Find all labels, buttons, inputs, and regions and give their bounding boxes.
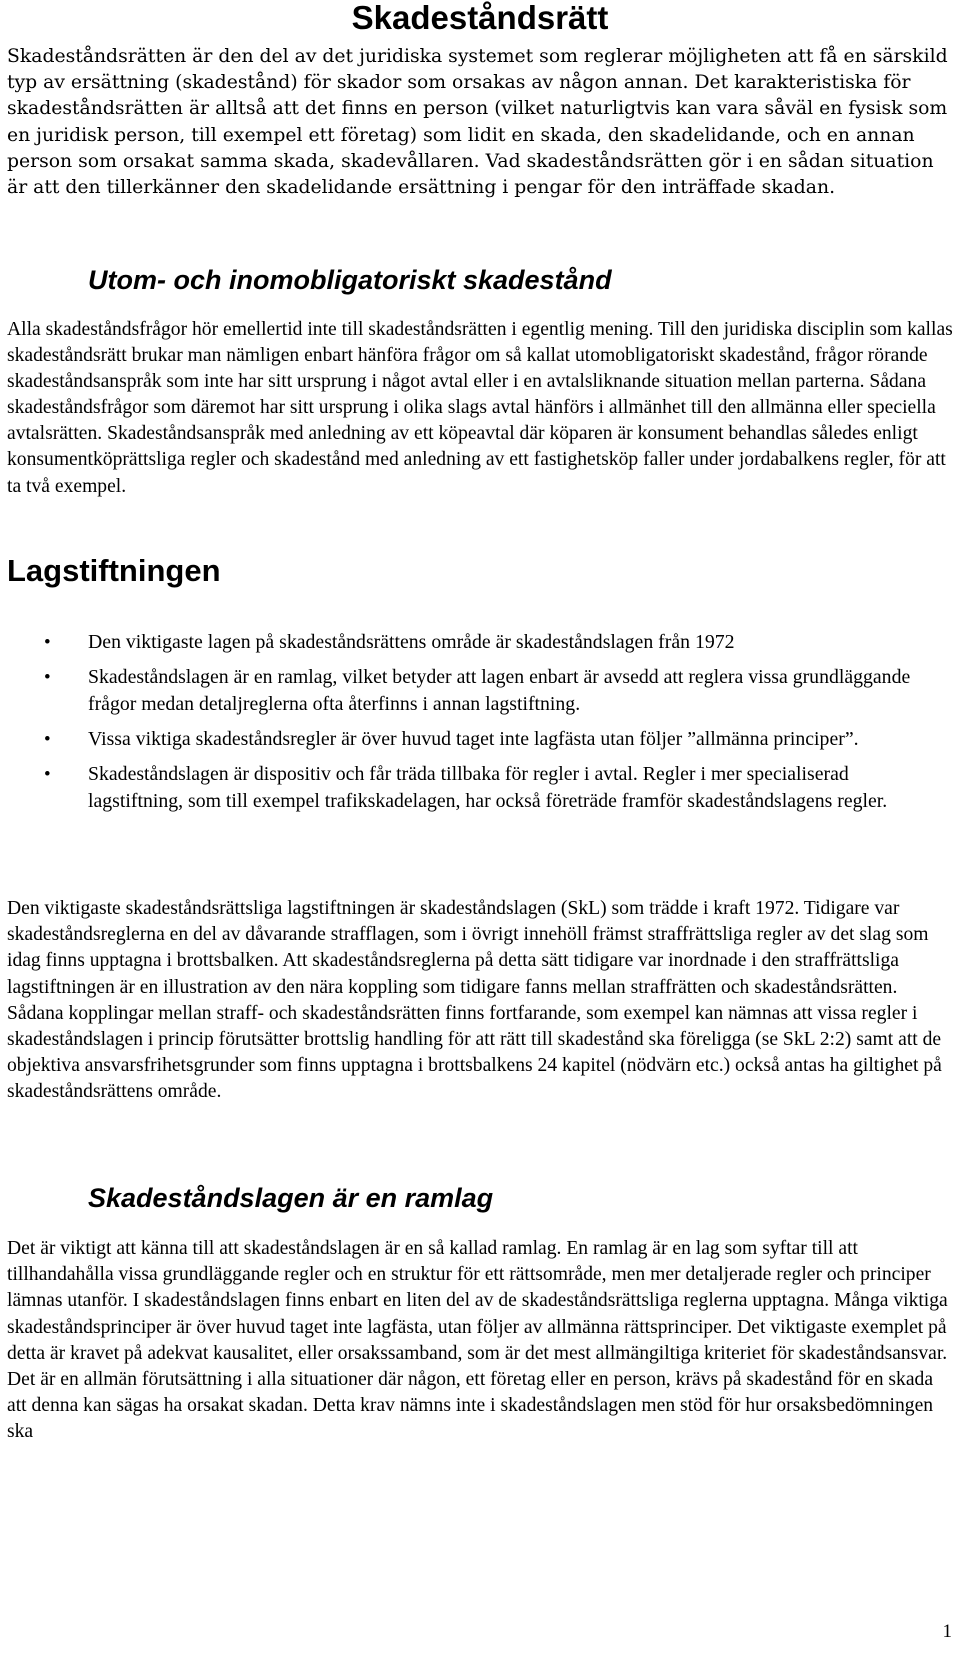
- list-item: [0, 629, 960, 656]
- page-number: 1: [942, 1621, 952, 1642]
- section-paragraph-lagstiftningen: Den viktigaste skadeståndsrättsliga lagstiftningen är skadeståndslagen (SkL) som trädde i kraft 1972. Tidigare var skadeståndsreglerna en del av dåvarande strafflagen, som i övrigt innehöll främst straffrättsliga regler av det slag som idag finns upptagna i brottsbalken. Att skadeståndsreglerna på detta sätt tidigare var inordnade i den straffrättsliga lagstiftningen är en illustration av den nära koppling som tidigare fanns mellan straffrätten och skadeståndsrätten. Sådana kopplingar mellan straff- och skadeståndsrätten finns fortfarande, som exempel kan nämnas att vissa regler i skadeståndslagen i princip förutsätter brottslig handling för att rätt till skadestånd ska föreligga (se SkL 2:2) samt att de objektiva ansvarsfrihetsgrunder som finns upptagna i brottsbalkens 24 kapitel (nödvärn etc.) också antas ha giltighet på skadeståndsrättens område.: [7, 898, 942, 1103]
- list-item: [0, 761, 960, 815]
- section-paragraph-ramlag: Det är viktigt att känna till att skadeståndslagen är en så kallad ramlag. En ramlag är en lag som syftar till att tillhandahålla vissa grundläggande regler och en struktur för ett rättsområde, men mer detaljerade regler och principer lämnas utanför. I skadeståndslagen finns enbart en liten del av de skadeståndsrättsliga reglerna upptagna. Många viktiga skadeståndsprinciper är över huvud taget inte lagfästa, utan följer av allmänna rättsprinciper. Det viktigaste exemplet på detta är kravet på adekvat kausalitet, eller orsakssamband, som är det mest allmängiltiga kriteriet för skadeståndsansvar. Det är en allmän förutsättning i alla situationer där någon, ett företag eller en person, krävs på skadestånd för en skada att denna kan sägas ha orsakat skadan. Detta krav nämns inte i skadeståndslagen men stöd för hur orsaksbedömningen ska: [7, 1238, 948, 1443]
- bullet-icon: •: [44, 729, 51, 750]
- bullet-list: [0, 629, 960, 823]
- bullet-icon: •: [44, 764, 51, 785]
- list-item-text: Skadeståndslagen är dispositiv och får träda tillbaka för regler i avtal. Regler i mer specialiserad lagstiftning, som till exempel trafikskadelagen, har också företräde framför skadeståndslagens regler.: [88, 763, 888, 812]
- list-item: [0, 664, 960, 718]
- intro-paragraph: Skadeståndsrätten är den del av det juridiska systemet som reglerar möjligheten att få en särskild typ av ersättning (skadestånd) för skador som orsakas av någon annan. Det karakteristiska för skadeståndsrätten är alltså att det finns en person (vilket naturligtvis kan vara såväl en fysisk som en juridisk person, till exempel ett företag) som lidit en skada, den skadelidande, och en annan person som orsakat samma skada, skadevållaren. Vad skadeståndsrätten gör i en sådan situation är att den tillerkänner den skadelidande ersättning i pengar för den inträffade skadan.: [7, 46, 948, 199]
- bullet-icon: •: [44, 632, 51, 653]
- section-heading-ramlag: Skadeståndslagen är en ramlag: [88, 1183, 494, 1213]
- section-paragraph-utom-inomobligatoriskt: Alla skadeståndsfrågor hör emellertid inte till skadeståndsrätten i egentlig mening. Till den juridiska disciplin som kallas skadeståndsrätt brukar man nämligen enbart hänföra frågor om så kallat utomobligatoriskt skadestånd, frågor rörande skadeståndsanspråk som inte har sitt ursprung i något avtal eller i en avtalsliknande situation mellan parterna. Sådana skadeståndsfrågor som däremot har sitt ursprung i olika slags avtal hänförs i allmänhet till den allmänna eller speciella avtalsrätten. Skadeståndsanspråk med anledning av ett köpeavtal där köparen är konsument behandlas således enligt konsumentköprättsliga regler och skadestånd med anledning av ett fastighetsköp faller under jordabalkens regler, för att ta två exempel.: [7, 319, 953, 497]
- list-item-text: Den viktigaste lagen på skadeståndsrättens område är skadeståndslagen från 1972: [88, 631, 735, 653]
- bullet-icon: •: [44, 667, 51, 688]
- list-item-text: Skadeståndslagen är en ramlag, vilket betyder att lagen enbart är avsedd att reglera vissa grundläggande frågor medan detaljreglerna ofta återfinns i annan lagstiftning.: [88, 666, 911, 715]
- section-heading-lagstiftningen: Lagstiftningen: [7, 553, 221, 588]
- list-item: [0, 726, 960, 753]
- list-item-text: Vissa viktiga skadeståndsregler är över huvud taget inte lagfästa utan följer ”allmänna principer”.: [88, 728, 859, 750]
- section-heading-utom-inomobligatoriskt: Utom- och inomobligatoriskt skadestånd: [88, 265, 612, 295]
- page-title: Skadeståndsrätt: [351, 0, 609, 36]
